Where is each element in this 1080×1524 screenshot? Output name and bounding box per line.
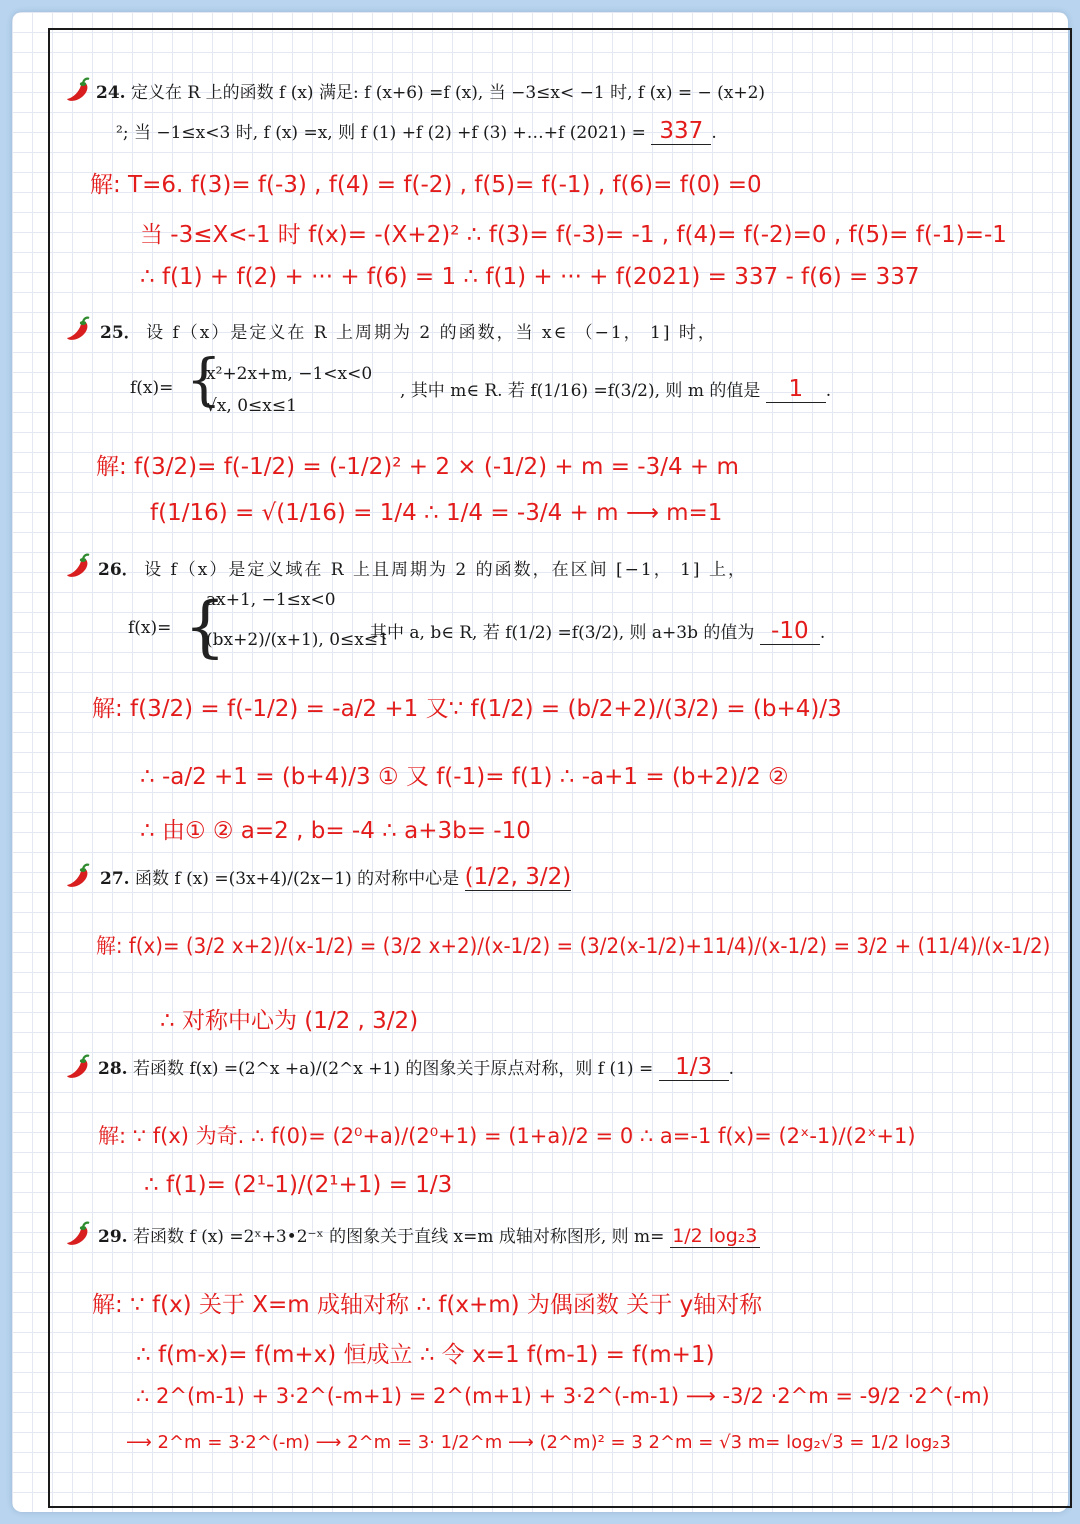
problem-number: 25．	[100, 323, 141, 343]
handwritten-answer: 1/3	[675, 1054, 713, 1080]
problem-number: 28.	[98, 1059, 128, 1079]
handwritten-answer: 1	[788, 376, 804, 402]
problem-24-statement-2	[116, 118, 717, 145]
problem-text: 若函数 f (x) =2ˣ+3•2⁻ˣ 的图象关于直线 x=m 成轴对称图形, 则 m=	[132, 1227, 665, 1247]
problem-text: , 其中 m∈ R. 若 f(1/16) =f(3/2), 则 m 的值是	[400, 381, 761, 401]
solution-line: 解: T=6. f(3)= f(-3) , f(4) = f(-2) , f(5)= f(-1) , f(6)= f(0) =0	[90, 172, 762, 198]
period: .	[728, 1059, 735, 1079]
solution-line: ∴ f(m-x)= f(m+x) 恒成立 ∴ 令 x=1 f(m-1) = f(m+1)	[136, 1342, 715, 1368]
chili-pepper-icon	[64, 1053, 92, 1081]
solution-line: ∴ 2^(m-1) + 3·2^(-m+1) = 2^(m+1) + 3·2^(-m-1) ⟶ -3/2 ·2^m = -9/2 ·2^(-m)	[136, 1384, 990, 1408]
solution-line: ∴ f(1) + f(2) + ··· + f(6) = 1 ∴ f(1) + ··· + f(2021) = 337 - f(6) = 337	[140, 264, 920, 290]
answer-blank	[465, 864, 572, 891]
problem-number: 26．	[98, 560, 139, 580]
piecewise-label: f(x)=	[130, 378, 174, 398]
solution-line: ∴ 对称中心为 (1/2 , 3/2)	[160, 1008, 419, 1034]
handwritten-answer: 1/2 log₂3	[672, 1225, 758, 1247]
solution-line: ∴ -a/2 +1 = (b+4)/3 ① 又 f(-1)= f(1) ∴ -a+1 = (b+2)/2 ②	[140, 764, 789, 790]
piecewise-label: f(x)=	[128, 618, 172, 638]
solution-line: ∴ 由① ② a=2 , b= -4 ∴ a+3b= -10	[140, 818, 531, 844]
problem-number: 29.	[98, 1227, 128, 1247]
answer-blank	[651, 118, 711, 145]
problem-29-statement	[98, 1222, 760, 1248]
solution-line: 当 -3≤X<-1 时 f(x)= -(X+2)² ∴ f(3)= f(-3)= -1 , f(4)= f(-2)=0 , f(5)= f(-1)=-1	[140, 222, 1007, 248]
piecewise-case: (bx+2)/(x+1), 0≤x≤1	[206, 630, 389, 650]
period: .	[825, 381, 832, 401]
answer-blank	[766, 376, 826, 403]
problem-28-statement	[98, 1054, 734, 1081]
problem-24-statement	[96, 78, 765, 103]
chili-pepper-icon	[64, 315, 92, 343]
handwritten-answer: (1/2, 3/2)	[464, 864, 572, 890]
piecewise-brace: {	[186, 348, 222, 413]
problem-26-statement	[98, 555, 747, 580]
solution-line: 解: ∵ f(x) 关于 X=m 成轴对称 ∴ f(x+m) 为偶函数 关于 y轴对称	[92, 1292, 763, 1318]
solution-line: 解: ∵ f(x) 为奇. ∴ f(0)= (2⁰+a)/(2⁰+1) = (1+a)/2 = 0 ∴ a=-1 f(x)= (2ˣ-1)/(2ˣ+1)	[98, 1124, 916, 1148]
piecewise-brace: {	[184, 588, 226, 665]
problem-number: 27.	[100, 869, 130, 889]
problem-27-statement	[100, 864, 571, 891]
problem-text: 函数 f (x) =(3x+4)/(2x−1) 的对称中心是	[134, 869, 460, 889]
chili-pepper-icon	[64, 76, 92, 104]
solution-line: ∴ f(1)= (2¹-1)/(2¹+1) = 1/3	[144, 1172, 453, 1198]
solution-line: 解: f(3/2)= f(-1/2) = (-1/2)² + 2 × (-1/2) + m = -3/4 + m	[96, 454, 739, 480]
handwritten-answer: -10	[771, 618, 809, 644]
solution-line: 解: f(x)= (3/2 x+2)/(x-1/2) = (3/2 x+2)/(x-1/2) = (3/2(x-1/2)+11/4)/(x-1/2) = 3/2 + (11/4)/(x-1/2)	[96, 934, 1051, 958]
problem-number: 24.	[96, 83, 126, 103]
problem-text: 其中 a, b∈ R, 若 f(1/2) =f(3/2), 则 a+3b 的值为	[370, 623, 755, 643]
answer-blank	[760, 618, 820, 645]
chili-pepper-icon	[64, 1220, 92, 1248]
piecewise-case: ax+1, −1≤x<0	[206, 590, 336, 610]
answer-blank	[659, 1054, 729, 1081]
problem-text: 设 f（x）是定义在 R 上周期为 2 的函数，当 x∈ （−1， 1] 时，	[146, 323, 717, 343]
problem-25-condition	[400, 376, 831, 403]
problem-text: ²; 当 −1≤x<3 时, f (x) =x, 则 f (1) +f (2) +f (3) +…+f (2021) =	[116, 123, 646, 143]
piecewise-case: x²+2x+m, −1<x<0	[206, 364, 373, 384]
solution-line: ⟶ 2^m = 3·2^(-m) ⟶ 2^m = 3· 1/2^m ⟶ (2^m)² = 3 2^m = √3 m= log₂√3 = 1/2 log₂3	[126, 1432, 951, 1453]
problem-25-statement	[100, 318, 717, 343]
problem-text: 若函数 f(x) =(2^x +a)/(2^x +1) 的图象关于原点对称，则 f (1) =	[132, 1059, 654, 1079]
answer-blank	[670, 1225, 760, 1248]
solution-line: f(1/16) = √(1/16) = 1/4 ∴ 1/4 = -3/4 + m ⟶ m=1	[150, 500, 723, 526]
problem-text: 定义在 R 上的函数 f (x) 满足: f (x+6) =f (x), 当 −3≤x< −1 时, f (x) = − (x+2)	[130, 83, 766, 103]
chili-pepper-icon	[64, 862, 92, 890]
period: .	[711, 123, 717, 143]
handwritten-answer: 337	[659, 118, 704, 144]
problem-text: 设 f（x）是定义域在 R 上且周期为 2 的函数，在区间 [−1， 1] 上，	[144, 560, 747, 580]
problem-26-condition	[370, 618, 825, 645]
solution-line: 解: f(3/2) = f(-1/2) = -a/2 +1 又∵ f(1/2) = (b/2+2)/(3/2) = (b+4)/3	[92, 696, 842, 722]
period: .	[819, 623, 826, 643]
chili-pepper-icon	[64, 552, 92, 580]
piecewise-case: √x, 0≤x≤1	[206, 396, 297, 416]
